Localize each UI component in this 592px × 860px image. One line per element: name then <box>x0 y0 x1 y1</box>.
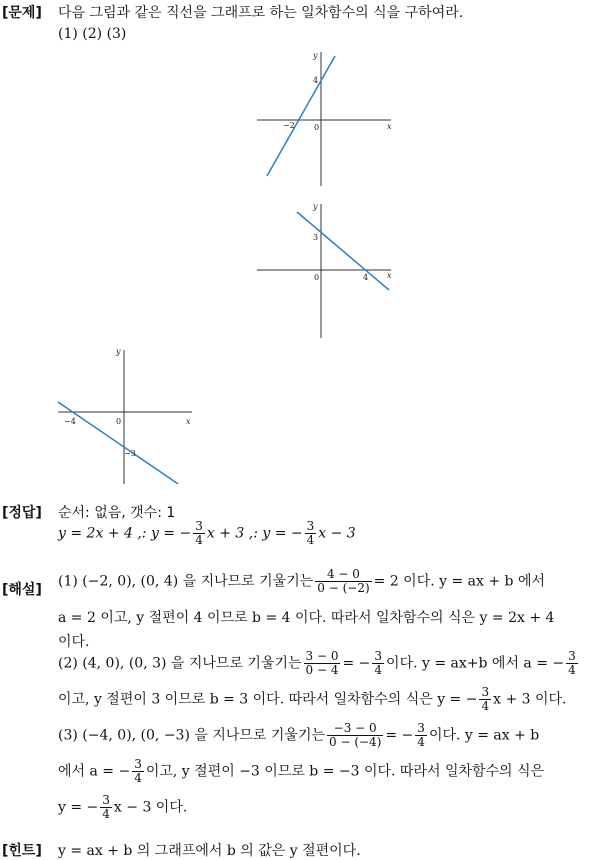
y-intercept-label: 4 <box>313 76 319 85</box>
answer-meta: 순서: 없음, 갯수: 1 <box>58 505 176 521</box>
problem-text: 다음 그림과 같은 직선을 그래프로 하는 일차함수의 식을 구하여라. <box>58 5 464 21</box>
graph-2 <box>255 198 395 338</box>
origin-label: 0 <box>314 273 320 282</box>
y-axis-label: y <box>116 347 121 356</box>
answer-label: [정답] <box>2 505 42 521</box>
explanation-p3-line3: y = − $\frac{3}{4}$ x − 3 이다. <box>58 793 188 821</box>
answer-equation: y = 2x + 4 ,: y = − $\frac{3}{4}$ x + 3 ,: y = − $\frac{3}{4}$ x − 3 <box>58 519 356 547</box>
explanation-p3-line2: 에서 a = − $\frac{3}{4}$ 이고, y 절편이 −3 이므로 b = −3 이다. 따라서 일차함수의 식은 <box>58 757 545 785</box>
problem-parts: (1) (2) (3) <box>58 26 127 42</box>
y-axis-label: y <box>313 202 318 211</box>
origin-label: 0 <box>116 417 122 426</box>
y-intercept-label: 3 <box>313 233 319 242</box>
x-intercept-label: 4 <box>363 273 369 282</box>
origin-label: 0 <box>314 123 320 132</box>
x-axis-label: x <box>186 417 191 426</box>
x-axis-label: x <box>387 271 392 280</box>
graph-1 <box>255 46 395 186</box>
explanation-p1-line2: a = 2 이고, y 절편이 4 이므로 b = 4 이다. 따라서 일차함수의 식은 y = 2x + 4 <box>58 610 555 626</box>
hint-text: y = ax + b 의 그래프에서 b 의 값은 y 절편이다. <box>58 843 361 859</box>
x-axis-label: x <box>387 122 392 131</box>
explanation-p1-line1: (1) (−2, 0), (0, 4) 을 지나므로 기울기는 $\frac{4 - 0}{0 - (-2)}$ = 2 이다. y = ax + b 에서 <box>58 567 546 595</box>
explanation-label: [해설] <box>2 582 42 598</box>
graph-3 <box>56 344 196 484</box>
x-intercept-label: −4 <box>64 417 76 426</box>
graph-line <box>297 212 389 290</box>
explanation-p2-line1: (2) (4, 0), (0, 3) 을 지나므로 기울기는 $\frac{3 - 0}{0 - 4}$ = − $\frac{3}{4}$ 이다. y = ax+b 에서 a = − $\frac{3}{4}$ <box>58 649 576 677</box>
explanation-p1-line3: 이다. <box>58 634 90 650</box>
explanation-p3-line1: (3) (−4, 0), (0, −3) 을 지나므로 기울기는 $\frac{-3 - 0}{0 - (-4)}$ = − $\frac{3}{4}$ 이다. y = ax + b <box>58 721 540 749</box>
graph-line <box>58 402 184 484</box>
graph-line <box>267 56 335 176</box>
problem-label: [문제] <box>2 5 42 21</box>
explanation-p2-line2: 이고, y 절편이 3 이므로 b = 3 이다. 따라서 일차함수의 식은 y = − $\frac{3}{4}$ x + 3 이다. <box>58 685 567 713</box>
x-intercept-label: −2 <box>283 121 295 130</box>
hint-label: [힌트] <box>2 843 42 859</box>
y-axis-label: y <box>313 51 318 60</box>
y-intercept-label: −3 <box>124 449 136 458</box>
